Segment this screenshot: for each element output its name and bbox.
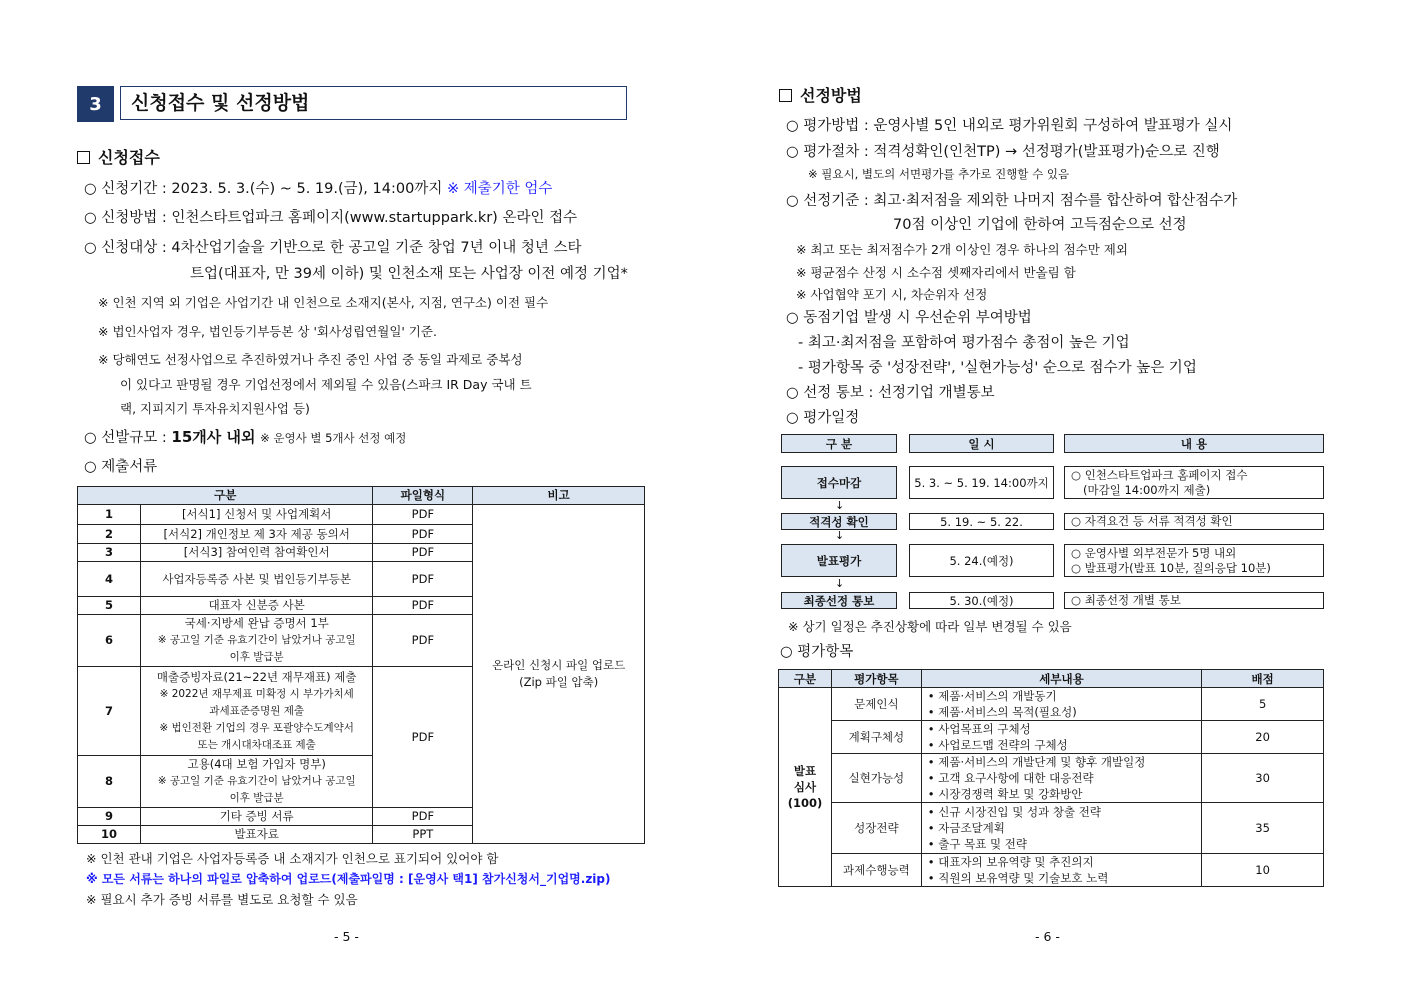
selection-notice: ○ 선정 통보 : 선정기업 개별통보 <box>786 385 995 401</box>
tie-rule1: - 최고·최저점을 포함하여 평가점수 총점이 높은 기업 <box>798 335 1130 351</box>
schedule-date-3: 5. 24.(예정) <box>909 544 1054 577</box>
criteria-note3: ※ 사업협약 포기 시, 차순위자 선정 <box>796 287 988 302</box>
eval-procedure: ○ 평가절차 : 적격성확인(인천TP) → 선정평가(발표평가)순으로 진행 <box>786 144 1220 160</box>
section-number: 3 <box>77 86 114 122</box>
down-arrow-icon: ↓ <box>835 499 845 512</box>
table-row: 9 기타 증빙 서류 PDF <box>78 808 645 826</box>
col-header-score: 배점 <box>1202 670 1324 688</box>
table-row: 4 사업자등록증 사본 및 법인등기부등본 PDF <box>78 562 645 597</box>
table-row: 3 [서식3] 참여인력 참여확인서 PDF <box>78 544 645 562</box>
apply-period: ○ 신청기간 : 2023. 5. 3.(수) ~ 5. 19.(금), 14:00까지 ※ 제출기한 엄수 <box>84 181 553 197</box>
tie-rule2: - 평가항목 중 '성장전략', '실현가능성' 순으로 점수가 높은 기업 <box>798 360 1197 376</box>
checkbox-square-icon <box>77 151 90 164</box>
tie-heading: ○ 동점기업 발생 시 우선순위 부여방법 <box>786 310 1032 326</box>
table-row: 계획구체성 • 사업목표의 구체성 • 사업로드맵 전략의 구체성 20 <box>779 721 1324 754</box>
table-row: 7 매출증빙자료(21~22년 재무재표) 제출 ※ 2022년 재무제표 미확정 시 부가가치세 과세표준증명원 제출 ※ 법인전환 기업의 경우 포괄양수도계약서 또는 개시대차대조표 제출 PDF <box>78 667 645 756</box>
schedule-content-4: ○ 최종선정 개별 통보 <box>1064 592 1324 609</box>
apply-target-line1: ○ 신청대상 : 4차산업기술을 기반으로 한 공고일 기준 창업 7년 이내 청년 스타 <box>84 240 582 256</box>
evaluation-items-table <box>778 669 1324 887</box>
schedule-header-stage: 구 분 <box>781 434 897 453</box>
submission-docs-table <box>77 486 645 844</box>
table-row: 2 [서식2] 개인정보 제 3자 제공 동의서 PDF <box>78 525 645 544</box>
subheading-apply: 신청접수 <box>77 145 160 168</box>
schedule-date-4: 5. 30.(예정) <box>909 592 1054 609</box>
table-row: 과제수행능력 • 대표자의 보유역량 및 추진의지 • 직원의 보유역량 및 기술보호 노력 10 <box>779 854 1324 887</box>
schedule-content-2: ○ 자격요건 등 서류 적격성 확인 <box>1064 513 1324 530</box>
group-cell: 발표 심사 (100) <box>779 688 832 887</box>
docs-heading: ○ 제출서류 <box>84 459 158 475</box>
down-arrow-icon: ↓ <box>835 529 845 542</box>
foot-note-zip: ※ 모든 서류는 하나의 파일로 압축하여 업로드(제출파일명 : [운영사 택1] 참가신청서_기업명.zip) <box>86 872 611 886</box>
eval-method: ○ 평가방법 : 운영사별 5인 내외로 평가위원회 구성하여 발표평가 실시 <box>786 118 1233 134</box>
table-row: 5 대표자 신분증 사본 PDF <box>78 597 645 615</box>
schedule-header-date: 일 시 <box>909 434 1054 453</box>
criteria-line1: ○ 선정기준 : 최고·최저점을 제외한 나머지 점수를 합산하여 합산점수가 <box>786 193 1238 209</box>
note-duplicate-line2: 이 있다고 판명될 경우 기업선정에서 제외될 수 있음(스파크 IR Day 국내 트 <box>120 377 532 392</box>
note-duplicate-line1: ※ 당해연도 선정사업으로 추진하였거나 추진 중인 사업 중 동일 과제로 중복성 <box>98 352 523 367</box>
page-number-left: - 5 - <box>334 929 359 944</box>
schedule-date-2: 5. 19. ~ 5. 22. <box>909 513 1054 530</box>
deadline-note: ※ 제출기한 엄수 <box>446 181 553 197</box>
section-title: 신청접수 및 선정방법 <box>120 86 627 120</box>
table-row: 실현가능성 • 제품·서비스의 개발단계 및 향후 개발일정 • 고객 요구사항에 대한 대응전략 • 시장경쟁력 확보 및 강화방안 30 <box>779 754 1324 803</box>
criteria-line2: 70점 이상인 기업에 한하여 고득점순으로 선정 <box>893 217 1187 233</box>
col-header-format: 파일형식 <box>373 487 473 505</box>
criteria-note2: ※ 평균점수 산정 시 소수점 셋째자리에서 반올림 함 <box>796 265 1076 280</box>
apply-method: ○ 신청방법 : 인천스타트업파크 홈페이지(www.startuppark.kr) 온라인 접수 <box>84 210 578 226</box>
note-relocation: ※ 인천 지역 외 기업은 사업기간 내 인천으로 소재지(본사, 지점, 연구소) 이전 필수 <box>98 295 549 310</box>
remark-cell: 온라인 신청시 파일 업로드 (Zip 파일 압축) <box>473 505 645 844</box>
schedule-content-3: ○ 운영사별 외부전문가 5명 내외 ○ 발표평가(발표 10분, 질의응답 10분) <box>1064 544 1324 577</box>
table-row: 발표 심사 (100) 문제인식 • 제품·서비스의 개발동기 • 제품·서비스의 목적(필요성) 5 <box>779 688 1324 721</box>
foot-note-extra: ※ 필요시 추가 증빙 서류를 별도로 요청할 수 있음 <box>86 892 358 907</box>
schedule-date-1: 5. 3. ~ 5. 19. 14:00까지 <box>909 466 1054 499</box>
criteria-note1: ※ 최고 또는 최저점수가 2개 이상인 경우 하나의 점수만 제외 <box>796 242 1128 257</box>
table-row: 성장전략 • 신규 시장진입 및 성과 창출 전략 • 자금조달계획 • 출구 목표 및 전략 35 <box>779 803 1324 854</box>
items-heading: ○ 평가항목 <box>780 644 854 660</box>
note-corporate: ※ 법인사업자 경우, 법인등기부등본 상 '회사성립연월일' 기준. <box>98 324 437 339</box>
eval-procedure-note: ※ 필요시, 별도의 서면평가를 추가로 진행할 수 있음 <box>808 167 1070 181</box>
schedule-stage-1: 접수마감 <box>781 466 897 499</box>
col-header-group: 구분 <box>779 670 832 688</box>
schedule-content-1: ○ 인천스타트업파크 홈페이지 접수 (마감일 14:00까지 제출) <box>1064 466 1324 499</box>
selection-scale: ○ 선발규모 : 15개사 내외 ※ 운영사 별 5개사 선정 예정 <box>84 428 407 446</box>
col-header-category: 구분 <box>78 487 373 505</box>
schedule-header-content: 내 용 <box>1064 434 1324 453</box>
col-header-remark: 비고 <box>473 487 645 505</box>
schedule-note: ※ 상기 일정은 추진상황에 따라 일부 변경될 수 있음 <box>788 619 1072 634</box>
schedule-heading: ○ 평가일정 <box>786 410 860 426</box>
table-row: 1 [서식1] 신청서 및 사업계획서 PDF 온라인 신청시 파일 업로드 (Zip 파일 압축) <box>78 505 645 525</box>
schedule-stage-3: 발표평가 <box>781 544 897 577</box>
page-number-right: - 6 - <box>1035 929 1060 944</box>
schedule-stage-4: 최종선정 통보 <box>781 592 897 609</box>
table-row: 6 국세·지방세 완납 증명서 1부 ※ 공고일 기준 유효기간이 남았거나 공고일 이후 발급분 PDF <box>78 615 645 667</box>
table-row: 10 발표자료 PPT <box>78 826 645 844</box>
apply-target-line2: 트업(대표자, 만 39세 이하) 및 인천소재 또는 사업장 이전 예정 기업* <box>190 266 628 282</box>
note-duplicate-line3: 랙, 지피지기 투자유치지원사업 등) <box>120 401 310 416</box>
table-row: 8 고용(4대 보험 가입자 명부) ※ 공고일 기준 유효기간이 남았거나 공고일 이후 발급분 <box>78 756 645 808</box>
schedule-stage-2: 적격성 확인 <box>781 513 897 530</box>
col-header-detail: 세부내용 <box>921 670 1201 688</box>
checkbox-square-icon <box>779 89 792 102</box>
subheading-selection: 선정방법 <box>779 83 862 106</box>
down-arrow-icon: ↓ <box>835 577 845 590</box>
foot-note-incheon: ※ 인천 관내 기업은 사업자등록증 내 소재지가 인천으로 표기되어 있어야 함 <box>86 851 499 866</box>
col-header-item: 평가항목 <box>831 670 921 688</box>
